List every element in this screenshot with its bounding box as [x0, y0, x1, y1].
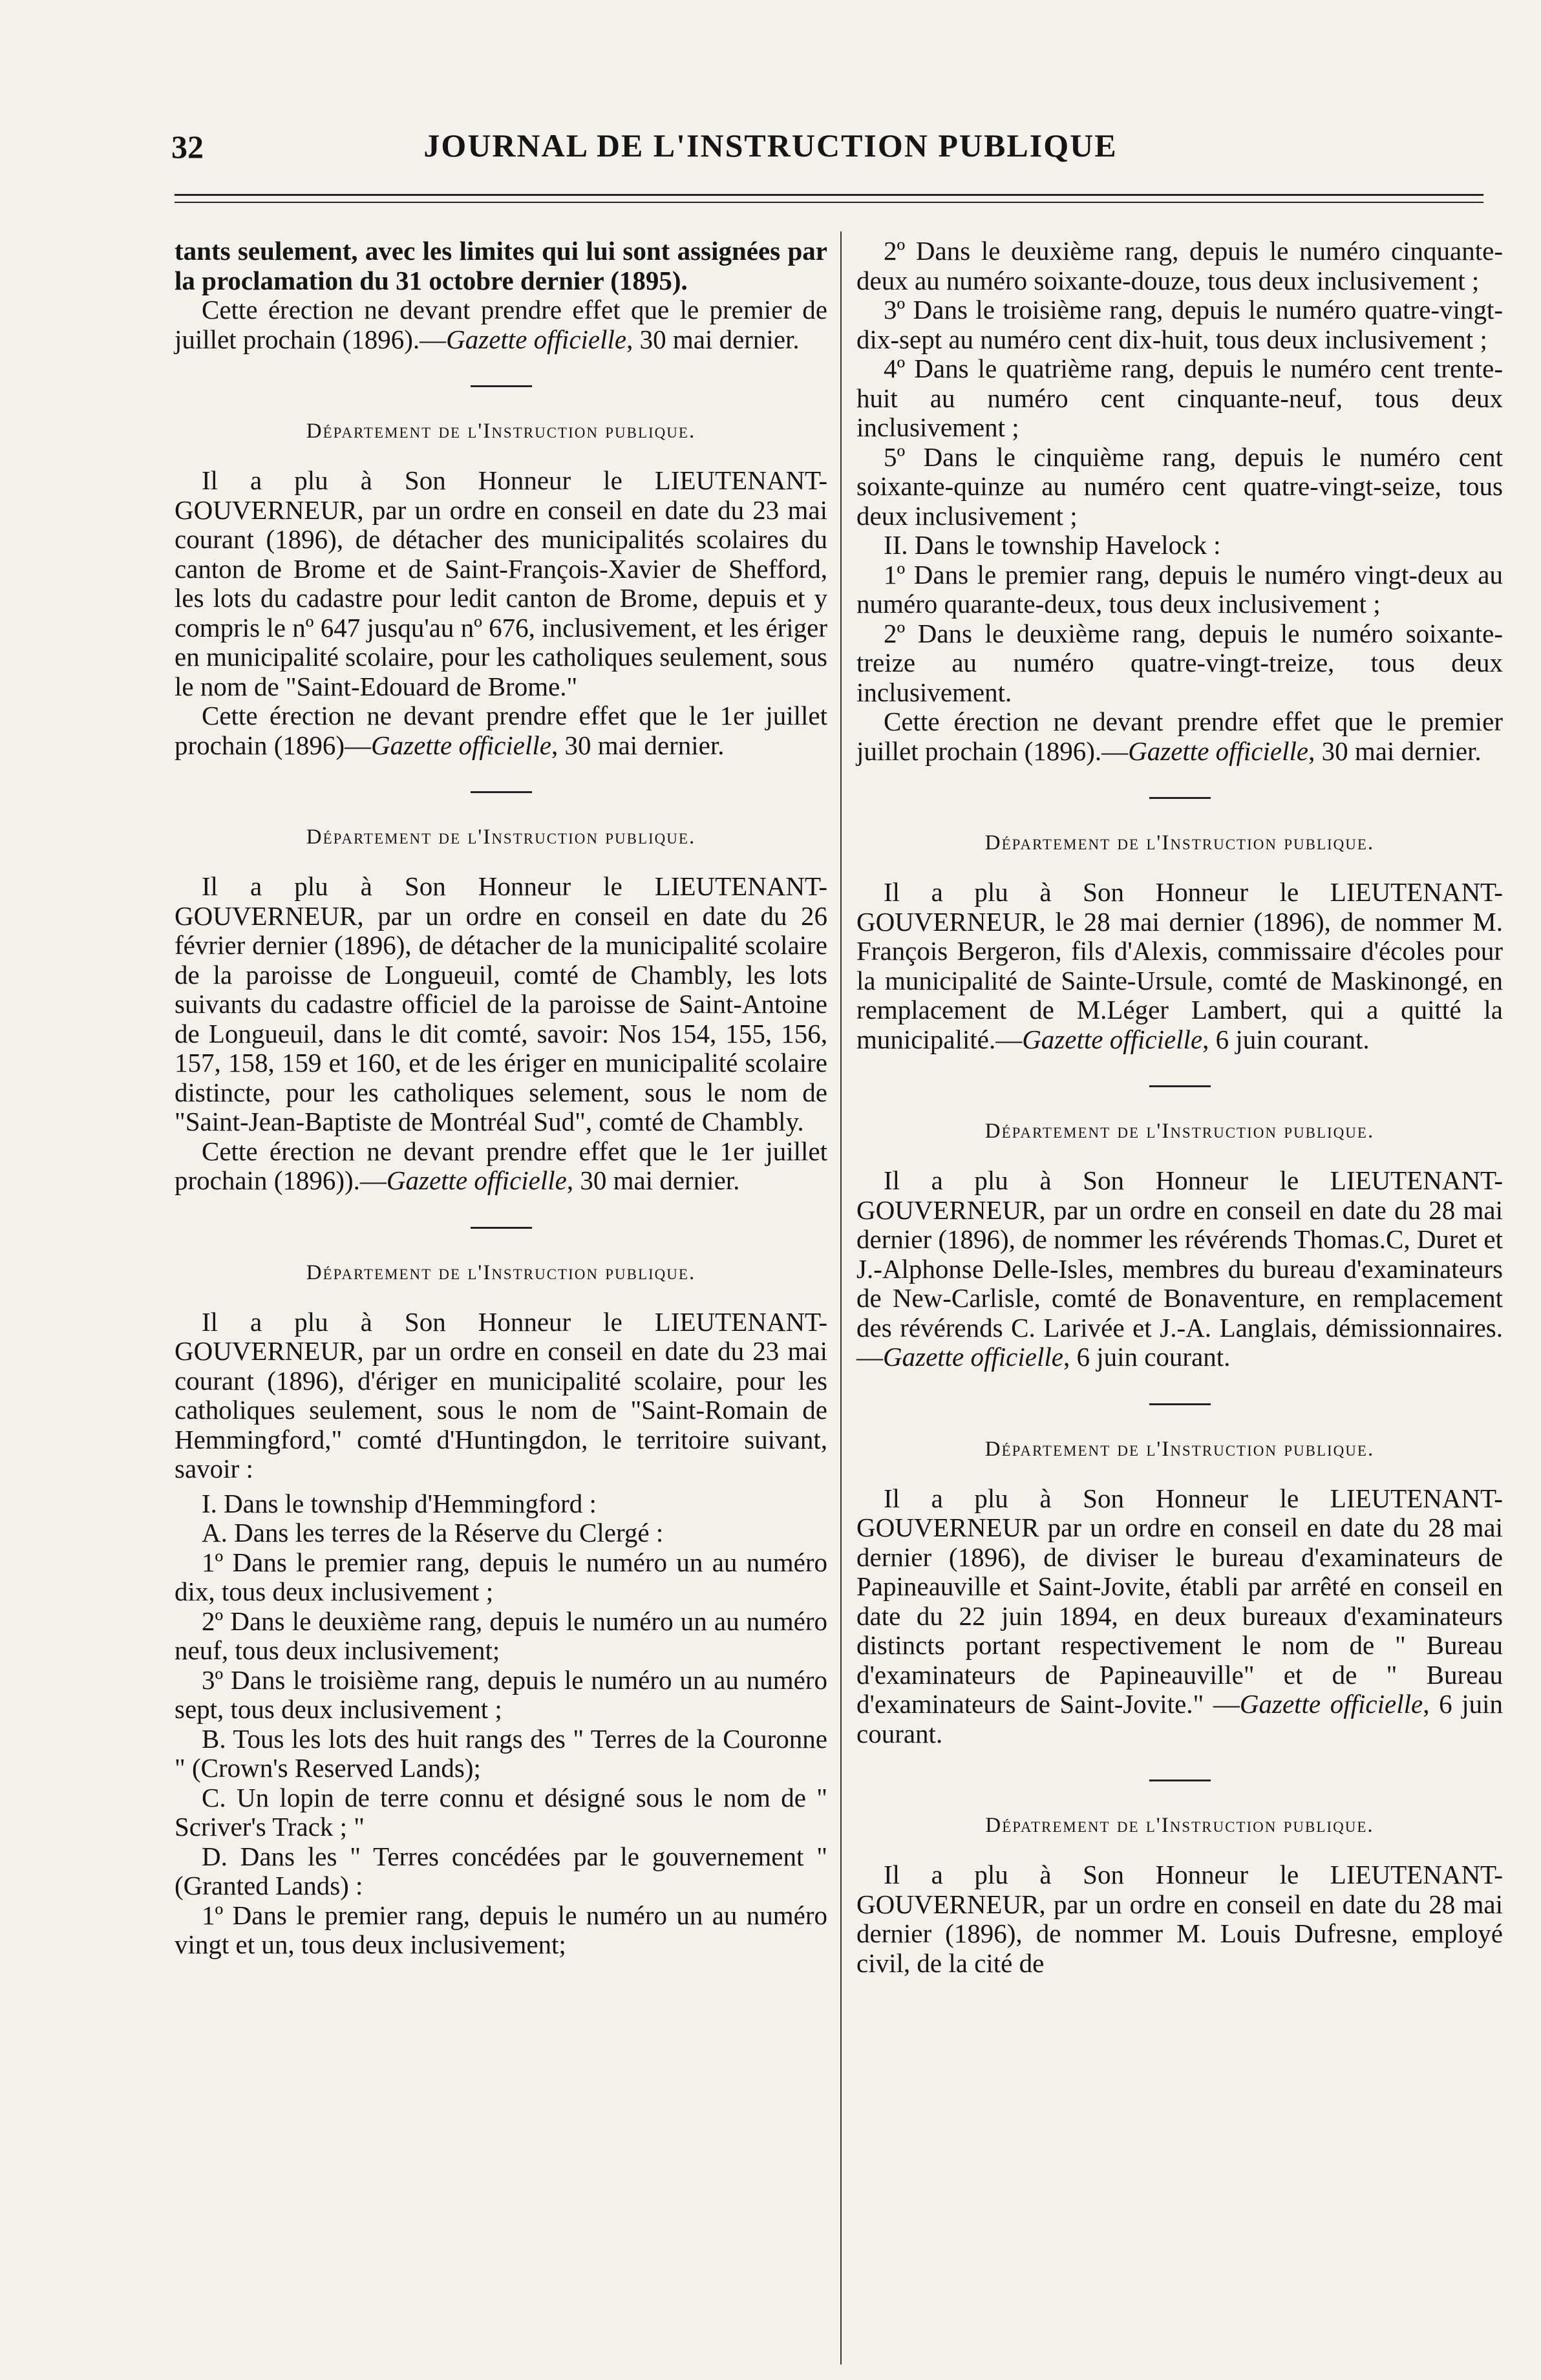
section-paragraph: Il a plu à Son Honneur le LIEUTENANT-GOUVERNEUR, par un ordre en conseil en date du 28 mai dernier (1896), de nommer M. Louis Dufresne, employé civil, de la cité de [856, 1860, 1503, 1978]
section-closing: Cette érection ne devant prendre effet que le premier juillet prochain (1896).—Gazette officielle, 30 mai dernier. [856, 707, 1503, 766]
list-item: 1º Dans le premier rang, depuis le numéro un au numéro vingt et un, tous deux inclusivement; [175, 1900, 827, 1959]
list-item: 2º Dans le deuxième rang, depuis le numéro un au numéro neuf, tous deux inclusivement; [175, 1606, 827, 1665]
right-column [856, 237, 1503, 1978]
section-separator [1149, 1085, 1211, 1087]
list-item: 4º Dans le quatrième rang, depuis le numéro cent trente-huit au numéro cent cinquante-neuf, tous deux inclusivement ; [856, 354, 1503, 442]
section-paragraph: Il a plu à Son Honneur le LIEUTENANT-GOUVERNEUR par un ordre en conseil en date du 28 mai dernier (1896), de diviser le bureau d'examinateurs de Papineauville et Saint-Jovite, établi par arrêté en conseil en date du 22 juin 1894, en deux bureaux d'examinateurs distincts portant respectivement le nom de " Bureau d'examinateurs de Papineauville" et de " Bureau d'examinateurs de Saint-Jovite." —Gazette officielle, 6 juin courant. [856, 1483, 1503, 1748]
header-rule-double [175, 202, 1483, 203]
list-item: 2º Dans le deuxième rang, depuis le numéro soixante-treize au numéro quatre-vingt-treize, tous deux inclusivement. [856, 618, 1503, 707]
list-item: 3º Dans le troisième rang, depuis le numéro quatre-vingt-dix-sept au numéro cent dix-huit, tous deux inclusivement ; [856, 295, 1503, 354]
page-number: 32 [171, 129, 204, 165]
section-closing: Cette érection ne devant prendre effet que le 1er juillet prochain (1896)—Gazette officielle, 30 mai dernier. [175, 701, 827, 760]
list-item: D. Dans les " Terres concédées par le gouvernement " (Granted Lands) : [175, 1841, 827, 1900]
section-heading: Département de l'Instruction publique. [984, 831, 1375, 855]
list-item: 1º Dans le premier rang, depuis le numéro vingt-deux au numéro quarante-deux, tous deux inclusivement ; [856, 559, 1503, 619]
left-column [175, 237, 827, 1960]
section-separator [1149, 797, 1211, 799]
list-item: A. Dans les terres de la Réserve du Clergé : [202, 1518, 664, 1547]
section-separator [471, 791, 532, 793]
section-heading: Département de l'Instruction publique. [984, 1120, 1375, 1143]
section-heading: Département de l'Instruction publique. [984, 1437, 1375, 1461]
list-item: 5º Dans le cinquième rang, depuis le numéro cent soixante-quinze au numéro cent quatre-vingt-seize, tous deux inclusivement ; [856, 441, 1503, 531]
list-item: I. Dans le township d'Hemmingford : [202, 1488, 597, 1518]
section-paragraph: Il a plu à Son Honneur le LIEUTENANT-GOUVERNEUR, par un ordre en conseil en date du 23 mai courant (1896), d'ériger en municipalité scolaire, pour les catholiques seulement, sous le nom de "Saint-Romain de Hemmingford," comté d'Huntingdon, le territoire suivant, savoir : [175, 1306, 827, 1483]
journal-title: JOURNAL DE L'INSTRUCTION PUBLIQUE [423, 127, 1118, 164]
list-item: C. Un lopin de terre connu et désigné sous le nom de " Scriver's Track ; " [175, 1782, 827, 1842]
list-item: II. Dans le township Havelock : [884, 530, 1221, 560]
list-item: 3º Dans le troisième rang, depuis le numéro un au numéro sept, tous deux inclusivement ; [175, 1664, 827, 1724]
section-heading: Dépatrement de l'Instruction publique. [985, 1814, 1374, 1837]
section-separator [471, 385, 532, 387]
page-header [0, 0, 1541, 194]
section-paragraph: Il a plu à Son Honneur le LIEUTENANT-GOUVERNEUR, par un ordre en conseil en date du 26 février dernier (1896), de détacher de la municipalité scolaire de la paroisse de Longueuil, comté de Chambly, les lots suivants du cadastre officiel de la paroisse de Saint-Antoine de Longueuil, dans le dit comté, savoir: Nos 154, 155, 156, 157, 158, 159 et 160, et de les ériger en municipalité scolaire distincte, pour les catholiques selement, sous le nom de "Saint-Jean-Baptiste de Montréal Sud", comté de Chambly. [175, 871, 827, 1136]
section-closing: Cette érection ne devant prendre effet que le 1er juillet prochain (1896)).—Gazette officielle, 30 mai dernier. [175, 1136, 827, 1195]
section-paragraph: Il a plu à Son Honneur le LIEUTENANT-GOUVERNEUR, par un ordre en conseil en date du 28 mai dernier (1896), de nommer les révérends Thomas.C, Duret et J.-Alphonse Delle-Isles, membres du bureau d'examinateurs de New-Carlisle, comté de Bonaventure, en remplacement des révérends C. Larivée et J.-A. Langlais, démissionnaires.—Gazette officielle, 6 juin courant. [856, 1165, 1504, 1372]
section-separator [1149, 1403, 1211, 1405]
section-heading: Département de l'Instruction publique. [306, 420, 696, 443]
section-heading: Département de l'Instruction publique. [306, 1260, 696, 1284]
section-heading: Département de l'Instruction publique. [306, 825, 696, 849]
header-rule [175, 194, 1483, 196]
list-item: 2º Dans le deuxième rang, depuis le numéro cinquante-deux au numéro soixante-douze, tous deux inclusivement ; [856, 236, 1503, 295]
intro-closing: Cette érection ne devant prendre effet que le premier de juillet prochain (1896).—Gazette officielle, 30 mai dernier. [175, 295, 827, 354]
list-item: 1º Dans le premier rang, depuis le numéro un au numéro dix, tous deux inclusivement ; [175, 1547, 827, 1606]
section-paragraph: Il a plu à Son Honneur le LIEUTENANT-GOUVERNEUR, le 28 mai dernier (1896), de nommer M. François Bergeron, fils d'Alexis, commissaire d'écoles pour la municipalité de Sainte-Ursule, comté de Maskinongé, en remplacement de M.Léger Lambert, qui a quitté la municipalité.—Gazette officielle, 6 juin courant. [856, 877, 1503, 1054]
intro-paragraph: tants seulement, avec les limites qui lui sont assignées par la proclamation du 31 octobre dernier (1895). [175, 236, 827, 295]
list-item: B. Tous les lots des huit rangs des " Terres de la Couronne " (Crown's Reserved Lands); [175, 1723, 827, 1783]
section-separator [1149, 1780, 1211, 1781]
column-divider [840, 231, 842, 2364]
section-paragraph: Il a plu à Son Honneur le LIEUTENANT-GOUVERNEUR, par un ordre en conseil en date du 23 mai courant (1896), de détacher des municipalités scolaires du canton de Brome et de Saint-François-Xavier de Shefford, les lots du cadastre pour ledit canton de Brome, depuis et y compris le nº 647 jusqu'au nº 676, inclusivement, et les ériger en municipalité scolaire, pour les catholiques seulement, sous le nom de "Saint-Edouard de Brome." [175, 465, 827, 701]
section-separator [471, 1227, 532, 1229]
